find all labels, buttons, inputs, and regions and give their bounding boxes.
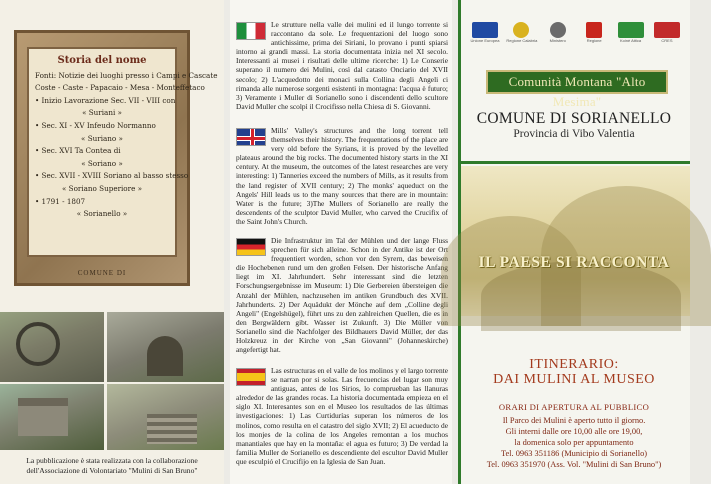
plaque-line: • Sec. XVII - XVIII Soriano al basso stesso [35,171,189,181]
plaque-line: « Sorianello » [76,209,128,219]
middle-panel [230,0,452,484]
itinerario-title: ITINERARIO: [529,357,619,372]
german-section [236,236,448,354]
plaque-line: • Inizio Lavorazione Sec. VII - VIII con [35,95,176,105]
mill-wheel-shape [16,322,60,366]
publication-credit: La pubblicazione è stata realizzata con la collaborazione dell'Associazione di Volontariato "Mulini di San Bruno" [26,456,198,475]
provincia-subtitle: Provincia di Vibo Valentia [513,128,635,140]
italian-section [236,20,448,111]
uk-flag-icon [236,128,266,146]
plaque-line: Fonti: Notizie dei luoghi presso i Campi e Cascate [35,70,218,80]
plaque-text [27,47,218,257]
german-flag-icon [236,238,266,256]
left-panel [0,0,224,484]
spanish-section [236,366,448,466]
eu-logo: Unione Europea [470,22,500,43]
calabria-logo-icon [513,22,529,38]
spanish-flag-icon [236,368,266,386]
stone-steps-photo [107,384,224,450]
plaque-line: « Suriano » [81,133,123,143]
sponsor-logos [470,22,682,46]
plaque-line: « Soriano » [81,158,123,168]
info-line: Il Parco dei Mulini è aperto tutto il giorno. [502,416,646,425]
arch-shape [147,336,183,376]
phone-municipio: Tel. 0963 351186 (Municipio di Sorianello) [500,449,648,458]
green-divider [458,161,690,164]
right-panel [458,0,690,484]
eu-logo-icon [472,22,498,38]
opening-hours-title: ORARI DI APERTURA AL PUBBLICO [498,402,650,412]
water-mill-photo [0,312,104,382]
history-plaque-image [14,30,218,286]
calabria-logo: Regione Calabria [506,22,536,43]
ministry-logo: Ministero [543,22,573,43]
plaque-title: Storia del nome [57,55,147,66]
mill-house-photo [0,384,104,450]
attica-logo-icon [618,22,644,38]
cres-logo: CRES [652,22,682,43]
info-line: Gli interni dalle ore 10,00 alle ore 19,00, [505,427,643,436]
region-logo: Regione [579,22,609,43]
itinerario-subtitle: DAI MULINI AL MUSEO [493,372,655,387]
plaque-line: • Sec. XI - XV Infeudo Normanno [35,120,156,130]
italian-text: Le strutture nella valle dei mulini ed il lungo torrente si raccontano da sole. Le frequentazioni del luogo sono antichissime, prima dei Siriani, lo provano i punti spiarsi intorno ai grandi massi. La storia documentata inizia nel XI secolo. Interessanti ai musei i risultati delle ultime ricerche: 1) Le Conserie superano il numero dei Mulini, così dal catasto Onciario del XVII secolo; 2) L'acquedotto dei monaci sulla Collina degli Angeli ci rimanda alle numerose sorgenti esistenti in montagna: l'acqua è futuro; 3) Veramente i Muller di Sorianello sono i discendenti dello scultore David Muller che scolpì il Crocifisso nella Chiesa di S. Giovanni. [236,20,448,111]
plaque-line: Coste - Caste - Papacaio - Mesa - Monteffetaco [35,83,205,93]
ministry-logo-icon [550,22,566,38]
paese-si-racconta-heading: IL PAESE SI RACCONTA [478,254,670,271]
attica-logo: Koinè Attica [616,22,646,43]
english-section [236,126,448,226]
italian-flag-icon [236,22,266,40]
spanish-text: Las estructuras en el valle de los molinos y el largo torrente se narran por si solas. Las frecuencias del lugar son muy antiguas, antes de los Sirios, lo comprueban las llanuras alrededor de las grandes rocas. La historia documentada empieza en el siglo XI. Interesantes son en el Museo los resultados de las últimas investigaciones: 1) Las Curtidurías superan los números de los molinos, como resulta en el catastro del siglo XVII; 2) El acueducto de los monjes de la colina de los Angeles remontan a los muchos manantiales que hay en la montaña: el agua es futuro; 3) De verdad la familia Muller de Sorianello es descendiente del escultor David Muller que esculpió el Crucifijo en la Iglesia de San Juan. [236,366,448,466]
plaque-line: « Soriano Superiore » [61,183,143,193]
phone-association: Tel. 0963 351970 (Ass. Vol. "Mulini di San Bruno") [486,460,662,469]
stairs-shape [147,414,197,444]
village-engraving-image [461,166,690,316]
plaque-footer: COMUNE DI [77,269,127,277]
cres-logo-icon [654,22,680,38]
comune-title: COMUNE DI SORIANELLO [476,110,672,127]
plaque-line: « Suriani » [82,108,122,118]
german-text: Die Infrastruktur im Tal der Mühlen und der lange Fluss sprechen für sich alleine. Schon in der Antike ist der Ort frequentiert worden, schon vor den Syrern, das beweisen die Hochebenen rund um den großen Felsen. Der historische Anfang liegt im XI. Jahrhundert. Sehr interessant sind die letzten Forschungsergebnisse im Museum: 1) Die Gerbereien übersteigen die Anzahl der Mühlen, nachzusehen im antiken Grundbuch des XVII. Jahrhunderts. 2) Der Aquädukt der Mönche auf dem „Colline degli Angeli" (Engelshügel), führt uns zu den zahlreichen Quellen, die es in den Bergwäldern gibt. Wasser ist Zukunft. 3) Die Müller von Sorianello sind die Nachfolger des Bildhauers David Müller, der das Holzkreuz in der Kirche von „San Giovanni" (Johanneskirche) angefertigt hat. [236,236,448,355]
english-text: Mills' Valley's structures and the long torrent tell themselves their history. The frequentations of the place are very old before the Syrians, it is proved by the levelled plateaus around the big rocks. The documented history starts in the XI century. At the museum, the outcomes of the latest researches are very interesting: 1) Tanneries exceed the numbers of Mills, as it results from the land register of XVII century; 2) The monks' aqueduct on the Angels' Hill leads us to the many sources that there are in mountain: Water is the future; 3)The Mullers of Sorianello are really the descendents of the sculptor David Muller, who carved the Crucifix of the Saint John's Church. [236,126,448,226]
region-logo-icon [586,22,602,38]
house-shape [18,398,68,436]
plaque-line: • Sec. XVI Ta Contea di [35,146,121,156]
comunita-montana-banner: Comunità Montana "Alto Mesima" [486,70,668,94]
stone-arch-photo [107,312,224,382]
info-line: la domenica solo per appuntamento [514,438,634,447]
plaque-line: • 1791 - 1807 [35,196,86,206]
